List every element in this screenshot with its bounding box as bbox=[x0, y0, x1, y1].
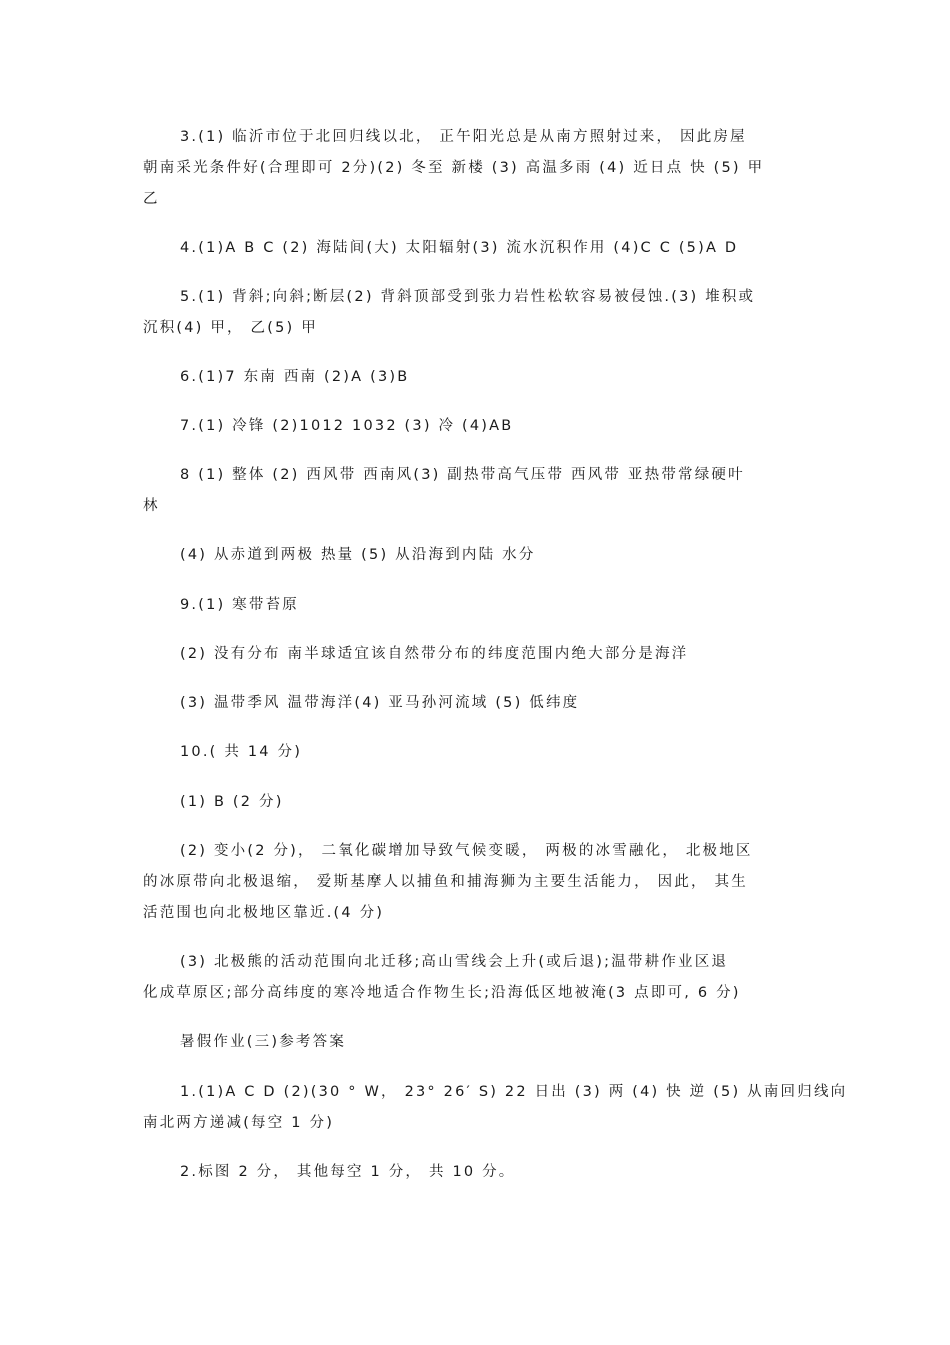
text-line: 9.(1) 寒带苔原 bbox=[180, 597, 299, 613]
text-line: 8 (1) 整体 (2) 西风带 西南风(3) 副热带高气压带 西风带 亚热带常绿硬叶 bbox=[180, 467, 745, 483]
text-line: 乙 bbox=[143, 191, 160, 207]
text-line: 沉积(4) 甲， 乙(5) 甲 bbox=[143, 320, 318, 336]
section-heading: 暑假作业(三)参考答案 bbox=[180, 1034, 347, 1050]
text-line: (1) B (2 分) bbox=[180, 794, 284, 810]
text-line: 活范围也向北极地区靠近.(4 分) bbox=[143, 905, 385, 921]
text-line: 南北两方递减(每空 1 分) bbox=[143, 1115, 335, 1131]
text-line: 2.标图 2 分， 其他每空 1 分， 共 10 分。 bbox=[180, 1164, 516, 1180]
text-line: (3) 北极熊的活动范围向北迁移;高山雪线会上升(或后退);温带耕作业区退 bbox=[180, 954, 729, 970]
text-line: 3.(1) 临沂市位于北回归线以北， 正午阳光总是从南方照射过来， 因此房屋 bbox=[180, 129, 747, 145]
text-line: 6.(1)7 东南 西南 (2)A (3)B bbox=[180, 369, 410, 385]
text-line: (2) 没有分布 南半球适宜该自然带分布的纬度范围内绝大部分是海洋 bbox=[180, 646, 689, 662]
text-line: 化成草原区;部分高纬度的寒冷地适合作物生长;沿海低区地被淹(3 点即可, 6 分) bbox=[143, 985, 741, 1001]
text-line: 1.(1)A C D (2)(30 ° W， 23° 26′ S) 22 日出 (3) 两 (4) 快 逆 (5) 从南回归线向 bbox=[180, 1084, 848, 1100]
text-line: 林 bbox=[143, 498, 160, 514]
text-line: 10.( 共 14 分) bbox=[180, 744, 303, 760]
text-line: 7.(1) 冷锋 (2)1012 1032 (3) 冷 (4)AB bbox=[180, 418, 514, 434]
text-line: (4) 从赤道到两极 热量 (5) 从沿海到内陆 水分 bbox=[180, 547, 536, 563]
text-line: (3) 温带季风 温带海洋(4) 亚马孙河流域 (5) 低纬度 bbox=[180, 695, 580, 711]
text-line: (2) 变小(2 分)， 二氧化碳增加导致气候变暖， 两极的冰雪融化， 北极地区 bbox=[180, 843, 753, 859]
text-line: 5.(1) 背斜;向斜;断层(2) 背斜顶部受到张力岩性松软容易被侵蚀.(3) 堆积或 bbox=[180, 289, 756, 305]
text-line: 4.(1)A B C (2) 海陆间(大) 太阳辐射(3) 流水沉积作用 (4)C C (5)A D bbox=[180, 240, 739, 256]
text-line: 朝南采光条件好(合理即可 2分)(2) 冬至 新楼 (3) 高温多雨 (4) 近日点 快 (5) 甲 bbox=[143, 160, 765, 176]
text-line: 的冰原带向北极退缩， 爱斯基摩人以捕鱼和捕海狮为主要生活能力， 因此， 其生 bbox=[143, 874, 748, 890]
